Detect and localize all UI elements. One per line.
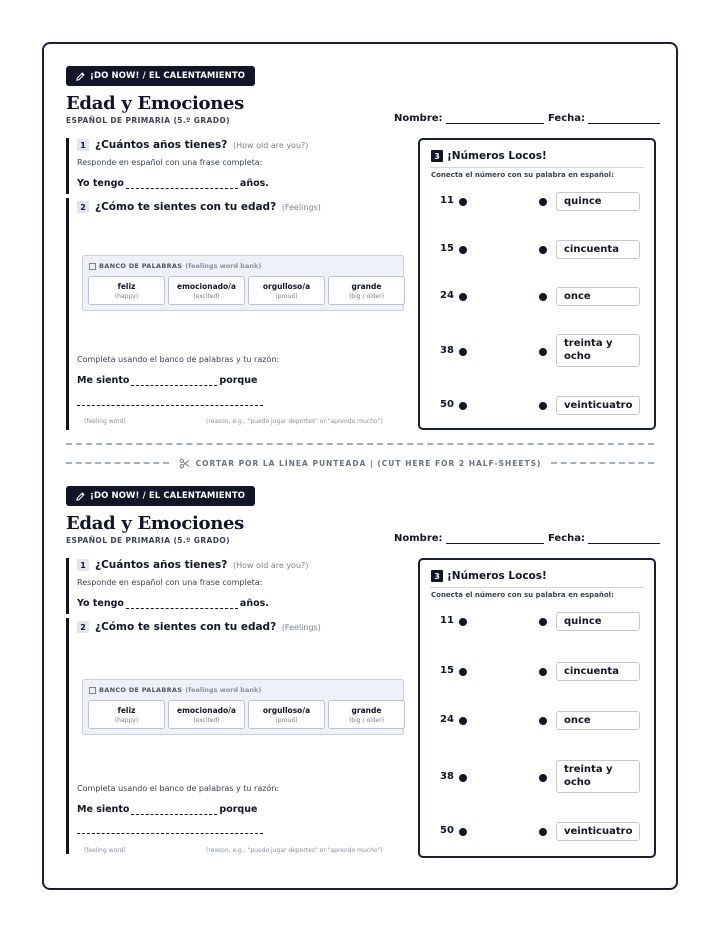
match-number: 11 — [440, 195, 454, 206]
date-label: Fecha: — [548, 533, 586, 544]
match-word: treinta y ocho — [556, 334, 640, 367]
word-bank-title-en: (feelings word bank) — [185, 686, 262, 694]
word-es: grande — [351, 281, 382, 291]
q2-foot-reason: (reason, e.g., "puedo jugar deportes" or "aprendo mucho") — [206, 847, 383, 854]
word-dot[interactable] — [539, 402, 547, 410]
match-word: veinticuatro — [556, 822, 640, 841]
number-dot[interactable] — [459, 774, 467, 782]
q2-instruction: Completa usando el banco de palabras y tu razón: — [77, 784, 280, 793]
word-es: grande — [351, 705, 382, 715]
match-number: 15 — [440, 665, 454, 676]
word-es: orgulloso/a — [262, 705, 311, 715]
q1-heading — [77, 559, 308, 571]
name-line[interactable] — [446, 534, 544, 544]
do-now-label: ¡DO NOW! / EL CALENTAMIENTO — [90, 491, 246, 501]
do-now-badge — [66, 66, 255, 86]
word-dot[interactable] — [539, 618, 547, 626]
q2-prefix: Me siento — [77, 804, 130, 815]
q2-foot-feeling: (feeling word) — [84, 418, 126, 425]
q1-suffix: años. — [239, 178, 269, 189]
word-chip-emocionado[interactable] — [168, 700, 245, 729]
q2-reason-line[interactable] — [77, 825, 265, 834]
match-number: 50 — [440, 825, 454, 836]
q2-feeling-blank[interactable] — [131, 806, 217, 815]
q3-instruction: Conecta el número con su palabra en español: — [431, 171, 614, 179]
q1-answer-line[interactable] — [77, 598, 269, 609]
q3-number: 3 — [431, 570, 443, 582]
questions-column — [66, 558, 406, 854]
q1-heading — [77, 139, 308, 151]
match-word: cincuenta — [556, 662, 640, 681]
q2-reason-line[interactable] — [77, 397, 265, 406]
q1-title: ¿Cuántos años tienes? — [95, 139, 228, 151]
q1-instruction: Responde en español con una frase completa: — [77, 578, 263, 587]
page-subtitle: ESPAÑOL DE PRIMARIA (5.º GRADO) — [66, 536, 230, 545]
number-dot[interactable] — [459, 668, 467, 676]
word-dot[interactable] — [539, 668, 547, 676]
q3-number: 3 — [431, 150, 443, 162]
word-dot[interactable] — [539, 246, 547, 254]
word-es: orgulloso/a — [262, 281, 311, 291]
q2-instruction: Completa usando el banco de palabras y tu razón: — [77, 355, 280, 364]
match-word: treinta y ocho — [556, 760, 640, 793]
q1-bar — [66, 558, 69, 614]
q2-reason-blank[interactable] — [77, 397, 263, 406]
number-dot[interactable] — [459, 402, 467, 410]
q1-title: ¿Cuántos años tienes? — [95, 559, 228, 571]
questions-column — [66, 138, 406, 430]
name-line[interactable] — [446, 114, 544, 124]
q3-divider — [430, 587, 644, 588]
q2-bar — [66, 198, 69, 430]
match-number: 50 — [440, 399, 454, 410]
word-chip-emocionado[interactable] — [168, 276, 245, 305]
q1-suffix: años. — [239, 598, 269, 609]
number-dot[interactable] — [459, 348, 467, 356]
half-sheet-bottom — [44, 464, 676, 854]
match-number: 11 — [440, 615, 454, 626]
match-number: 24 — [440, 290, 454, 301]
q1-blank[interactable] — [126, 180, 238, 189]
word-en: (proud) — [275, 292, 298, 300]
number-dot[interactable] — [459, 198, 467, 206]
q2-heading — [77, 201, 321, 213]
name-label: Nombre: — [394, 533, 443, 544]
q2-title: ¿Cómo te sientes con tu edad? — [95, 201, 277, 213]
date-label: Fecha: — [548, 113, 586, 124]
word-bank-title: BANCO DE PALABRAS — [99, 262, 183, 270]
word-bank-title-en: (feelings word bank) — [185, 262, 262, 270]
word-chip-feliz[interactable] — [88, 276, 165, 305]
word-es: emocionado/a — [177, 281, 236, 291]
match-number: 38 — [440, 345, 454, 356]
word-en: (big / older) — [348, 292, 385, 300]
q3-heading — [431, 570, 547, 582]
cut-dash-line — [66, 443, 654, 445]
q1-instruction: Responde en español con una frase completa: — [77, 158, 263, 167]
word-dot[interactable] — [539, 717, 547, 725]
q1-prefix: Yo tengo — [77, 598, 124, 609]
q1-hint: (How old are you?) — [232, 561, 309, 570]
q2-answer-line[interactable] — [77, 804, 257, 815]
number-dot[interactable] — [459, 618, 467, 626]
match-word: cincuenta — [556, 240, 640, 259]
page-subtitle: ESPAÑOL DE PRIMARIA (5.º GRADO) — [66, 116, 230, 125]
word-bank-icon — [89, 263, 96, 270]
word-en: (proud) — [275, 716, 298, 724]
word-bank-chips — [88, 700, 405, 729]
q1-hint: (How old are you?) — [232, 141, 309, 150]
cut-text: CORTAR POR LA LÍNEA PUNTEADA | (CUT HERE FOR 2 HALF-SHEETS) — [195, 458, 542, 468]
pencil-icon — [75, 71, 86, 82]
q2-number: 2 — [77, 201, 89, 213]
match-number: 24 — [440, 714, 454, 725]
word-dot[interactable] — [539, 198, 547, 206]
q1-bar — [66, 138, 69, 194]
word-es: emocionado/a — [177, 705, 236, 715]
number-dot[interactable] — [459, 828, 467, 836]
number-dot[interactable] — [459, 246, 467, 254]
name-field[interactable] — [394, 113, 544, 124]
q2-reason-blank[interactable] — [77, 825, 263, 834]
do-now-label: ¡DO NOW! / EL CALENTAMIENTO — [90, 71, 246, 81]
q1-answer-line[interactable] — [77, 178, 269, 189]
q2-feeling-blank[interactable] — [131, 377, 217, 386]
q2-connector: porque — [219, 804, 258, 815]
word-bank — [82, 679, 404, 735]
q3-title: ¡Números Locos! — [447, 570, 547, 582]
word-en: (happy) — [114, 292, 139, 300]
date-field[interactable] — [548, 533, 660, 544]
word-bank-icon — [89, 687, 96, 694]
number-dot[interactable] — [459, 717, 467, 725]
q1-number: 1 — [77, 139, 89, 151]
match-number: 38 — [440, 771, 454, 782]
word-bank — [82, 255, 404, 311]
word-dot[interactable] — [539, 828, 547, 836]
page-title: Edad y Emociones — [66, 93, 244, 114]
pencil-icon — [75, 491, 86, 502]
number-dot[interactable] — [459, 293, 467, 301]
page-title: Edad y Emociones — [66, 513, 244, 534]
name-field[interactable] — [394, 533, 544, 544]
word-en: (happy) — [114, 716, 139, 724]
word-chip-orgulloso[interactable] — [248, 700, 325, 729]
match-word: quince — [556, 612, 640, 631]
word-bank-heading — [89, 686, 261, 694]
q3-divider — [430, 167, 644, 168]
q2-number: 2 — [77, 621, 89, 633]
match-word: once — [556, 287, 640, 306]
half-sheet-top — [44, 44, 676, 424]
word-en: (big / older) — [348, 716, 385, 724]
word-en: (excited) — [193, 716, 220, 724]
q2-foot-reason: (reason, e.g., "puedo jugar deportes" or "aprendo mucho") — [206, 418, 383, 425]
date-field[interactable] — [548, 113, 660, 124]
date-line[interactable] — [588, 534, 660, 544]
word-chip-grande[interactable] — [328, 700, 405, 729]
worksheet-page — [42, 42, 678, 890]
match-word: veinticuatro — [556, 396, 640, 415]
word-chip-feliz[interactable] — [88, 700, 165, 729]
numeros-locos-box — [418, 138, 656, 430]
q2-hint: (Feelings) — [281, 203, 321, 212]
word-bank-heading — [89, 262, 261, 270]
q1-number: 1 — [77, 559, 89, 571]
q2-heading — [77, 621, 321, 633]
q1-blank[interactable] — [126, 600, 238, 609]
match-word: quince — [556, 192, 640, 211]
q2-connector: porque — [219, 375, 258, 386]
q3-title: ¡Números Locos! — [447, 150, 547, 162]
name-label: Nombre: — [394, 113, 443, 124]
q2-foot-feeling: (feeling word) — [84, 847, 126, 854]
word-es: feliz — [117, 281, 136, 291]
word-dot[interactable] — [539, 774, 547, 782]
word-es: feliz — [117, 705, 136, 715]
q2-bar — [66, 618, 69, 854]
word-chip-grande[interactable] — [328, 276, 405, 305]
word-dot[interactable] — [539, 348, 547, 356]
word-dot[interactable] — [539, 293, 547, 301]
word-chip-orgulloso[interactable] — [248, 276, 325, 305]
word-en: (excited) — [193, 292, 220, 300]
match-word: once — [556, 711, 640, 730]
q3-instruction: Conecta el número con su palabra en español: — [431, 591, 614, 599]
q2-hint: (Feelings) — [281, 623, 321, 632]
q2-title: ¿Cómo te sientes con tu edad? — [95, 621, 277, 633]
q1-prefix: Yo tengo — [77, 178, 124, 189]
numeros-locos-box — [418, 558, 656, 858]
q3-heading — [431, 150, 547, 162]
date-line[interactable] — [588, 114, 660, 124]
q2-prefix: Me siento — [77, 375, 130, 386]
word-bank-title: BANCO DE PALABRAS — [99, 686, 183, 694]
q2-answer-line[interactable] — [77, 375, 257, 386]
match-number: 15 — [440, 243, 454, 254]
word-bank-chips — [88, 276, 405, 305]
do-now-badge — [66, 486, 255, 506]
